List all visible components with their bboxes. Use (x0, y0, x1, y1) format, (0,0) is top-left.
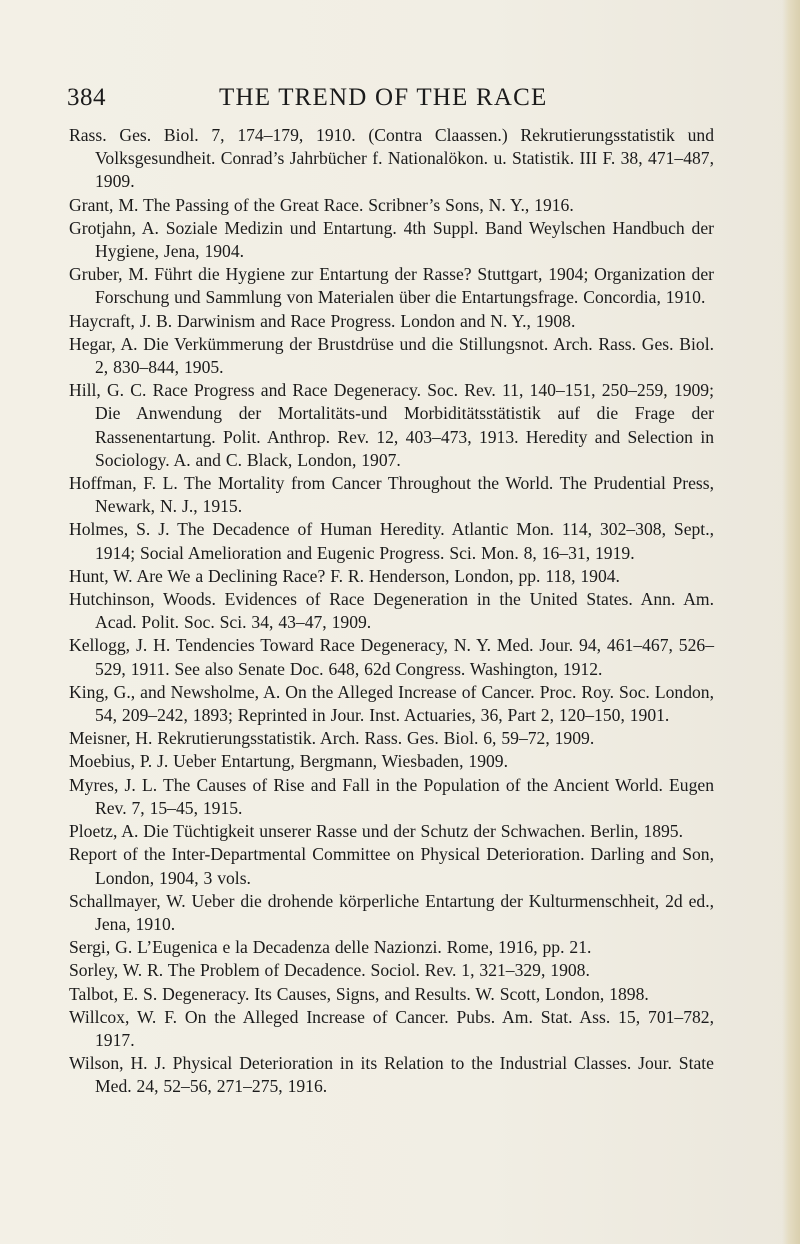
reference-entry: Kellogg, J. H. Tendencies Toward Race Degeneracy, N. Y. Med. Jour. 94, 461–467, 526–529, 1911. See also Senate Doc. 648, 62d Congress. Washington, 1912. (69, 635, 714, 679)
reference-entry: Hill, G. C. Race Progress and Race Degeneracy. Soc. Rev. 11, 140–151, 250–259, 1909; Die Anwendung der Mortalitäts-und Morbiditätsstätistik auf die Frage der Rassenentartung. Polit. Anthrop. Rev. 12, 403–473, 1913. Heredity and Selection in Sociology. A. and C. Black, London, 1907. (69, 380, 714, 470)
reference-entry: Hutchinson, Woods. Evidences of Race Degeneration in the United States. Ann. Am. Acad. Polit. Soc. Sci. 34, 43–47, 1909. (69, 589, 714, 633)
reference-entry: Hunt, W. Are We a Declining Race? F. R. Henderson, London, pp. 118, 1904. (69, 565, 620, 586)
page-number: 384 (67, 84, 106, 111)
reference-entry: Moebius, P. J. Ueber Entartung, Bergmann, Wiesbaden, 1909. (69, 751, 508, 772)
reference-entry: Talbot, E. S. Degeneracy. Its Causes, Signs, and Results. W. Scott, London, 1898. (69, 983, 649, 1004)
reference-entry: King, G., and Newsholme, A. On the Alleged Increase of Cancer. Proc. Roy. Soc. London, 54, 209–242, 1893; Reprinted in Jour. Inst. Actuaries, 36, Part 2, 120–150, 1901. (69, 681, 714, 726)
reference-entry: Haycraft, J. B. Darwinism and Race Progress. London and N. Y., 1908. (69, 310, 576, 331)
reference-entry: Willcox, W. F. On the Alleged Increase of Cancer. Pubs. Am. Stat. Ass. 15, 701–782, 1917. (69, 1006, 714, 1050)
page-header (67, 84, 720, 116)
reference-entry: Meisner, H. Rekrutierungsstatistik. Arch. Rass. Ges. Biol. 6, 59–72, 1909. (69, 728, 595, 749)
reference-entry: Grant, M. The Passing of the Great Race. Scribner’s Sons, N. Y., 1916. (69, 194, 574, 215)
reference-entry: Hegar, A. Die Verkümmerung der Brustdrüse und die Stillungsnot. Arch. Rass. Ges. Biol. 2, 830–844, 1905. (69, 333, 714, 378)
reference-entry: Wilson, H. J. Physical Deterioration in its Relation to the Industrial Classes. Jour. State Med. 24, 52–56, 271–275, 1916. (69, 1053, 714, 1097)
page-edge-shadow (782, 0, 800, 1244)
reference-entry: Myres, J. L. The Causes of Rise and Fall in the Population of the Ancient World. Eugen Rev. 7, 15–45, 1915. (69, 774, 714, 818)
reference-entry: Sergi, G. L’Eugenica e la Decadenza delle Nazionzi. Rome, 1916, pp. 21. (69, 937, 592, 958)
reference-entry: Ploetz, A. Die Tüchtigkeit unserer Rasse und der Schutz der Schwachen. Berlin, 1895. (69, 821, 683, 842)
bibliography-list (69, 124, 714, 1099)
reference-entry: Grotjahn, A. Soziale Medizin und Entartung. 4th Suppl. Band Weylschen Handbuch der Hygiene, Jena, 1904. (69, 217, 714, 262)
reference-entry: Rass. Ges. Biol. 7, 174–179, 1910. (Contra Claassen.) Rekrutierungsstatistik und Volksgesundheit. Conrad’s Jahrbücher f. Nationalökon. u. Statistik. III F. 38, 471–487, 1909. (69, 125, 714, 192)
reference-entry: Report of the Inter-Departmental Committee on Physical Deterioration. Darling and Son, London, 1904, 3 vols. (69, 844, 714, 888)
reference-entry: Sorley, W. R. The Problem of Decadence. Sociol. Rev. 1, 321–329, 1908. (69, 960, 590, 981)
reference-entry: Holmes, S. J. The Decadence of Human Heredity. Atlantic Mon. 114, 302–308, Sept., 1914; Social Amelioration and Eugenic Progress. Sci. Mon. 8, 16–31, 1919. (69, 519, 714, 563)
reference-entry: Schallmayer, W. Ueber die drohende körperliche Entartung der Kulturmenschheit, 2d ed., Jena, 1910. (69, 890, 714, 934)
reference-entry: Hoffman, F. L. The Mortality from Cancer Throughout the World. The Prudential Press, Newark, N. J., 1915. (69, 473, 714, 517)
reference-entry: Gruber, M. Führt die Hygiene zur Entartung der Rasse? Stuttgart, 1904; Organization der Forschung und Sammlung von Materialen über die Entartungsfrage. Concordia, 1910. (69, 264, 714, 308)
running-title: THE TREND OF THE RACE (219, 84, 548, 111)
